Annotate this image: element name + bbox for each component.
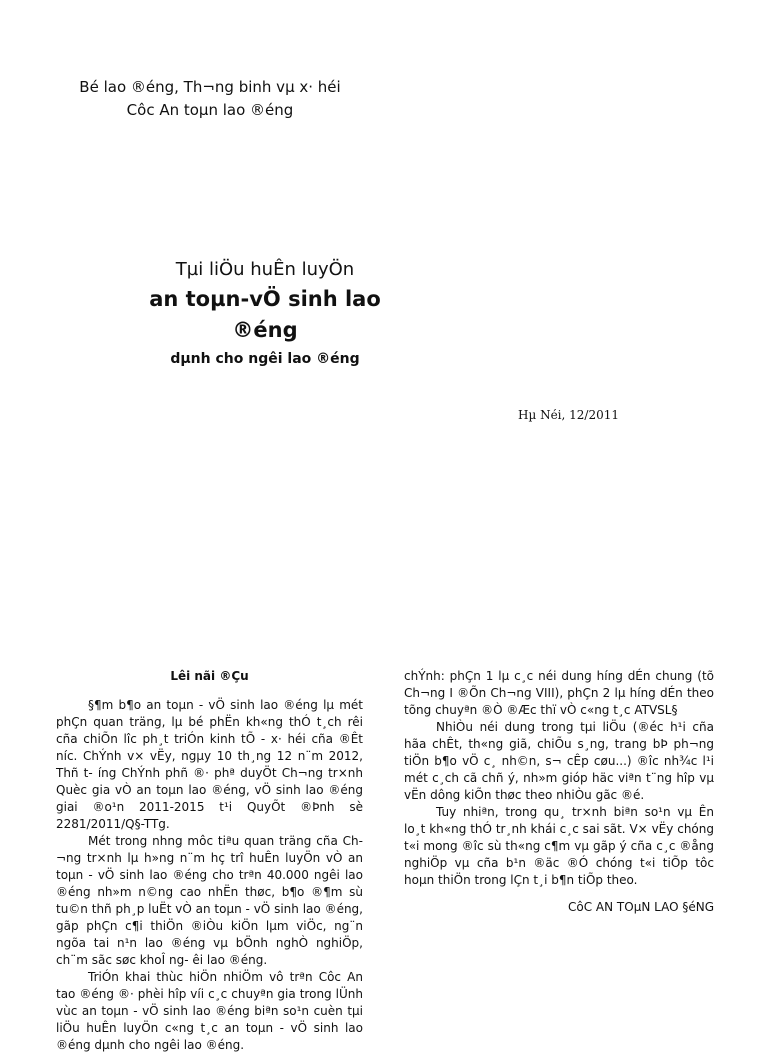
paragraph: Mét trong nhng môc tiªu quan träng cña Ch- ¬ng tr×nh lµ h»ng n¨m hç trî huÊn luyÖn vÒ an toµn - vÖ sinh lao ®éng cho trªn 40.000 ngêi lao ®éng nh»m n©ng cao nhËn thøc, b¶o ®¶m sù tu©n thñ ph¸p luËt vÒ an toµn - vÖ sinh lao ®éng, gãp phÇn c¶i thiÖn ®iÒu kiÖn lµm viÖc, ng¨n ngõa tai n¹n lao ®éng vµ bÖnh nghÒ nghiÖp, ch¨m sãc søc khoÎ ng- êi lao ®éng. [56, 834, 363, 967]
title-subtitle: dµnh cho ngêi lao ®éng [170, 351, 360, 367]
paragraph: Tuy nhiªn, trong qu¸ tr×nh biªn so¹n vµ Ên lo¸t kh«ng thÓ tr¸nh khái c¸c sai sãt. V× vËy chóng t«i mong ®îc sù th«ng c¶m vµ gãp ý cña c¸c ®ång nghiÖp vµ cña b¹n ®äc ®Ó chóng t«i tiÕp tôc hoµn thiÖn trong lÇn t¸i b¶n tiÕp theo. [404, 805, 714, 887]
title-main-line-a: an toµn-vÖ sinh lao [149, 287, 381, 311]
paragraph: chÝnh: phÇn 1 lµ c¸c néi dung híng dÉn chung (tõ Ch¬ng I ®Õn Ch¬ng VIII), phÇn 2 lµ híng dÉn theo tõng chuyªn ®Ò ®Æc thï vÒ c«ng t¸c ATVSL§ [404, 669, 714, 717]
title-block [60, 258, 470, 370]
paragraph: §¶m b¶o an toµn - vÖ sinh lao ®éng lµ mét phÇn quan träng, lµ bé phËn kh«ng thÓ t¸ch rêi cña chiÕn lîc ph¸t triÓn kinh tÕ - x· héi cña ®Êt níc. ChÝnh v× vËy, ngµy 10 th¸ng 12 n¨m 2012, Thñ t- íng ChÝnh phñ ®· phª duyÖt Ch¬ng tr×nh Quèc gia vÒ an toµn lao ®éng, vÖ sinh lao ®éng giai ®o¹n 2011-2015 t¹i QuyÕt ®Þnh sè 2281/2011/Q§-TTg. [56, 698, 363, 831]
publication-date: Hµ Néi, 12/2011 [518, 408, 619, 422]
paragraph: NhiÒu néi dung trong tµi liÖu (®éc h¹i cña hãa chÊt, th«ng giã, chiÕu s¸ng, trang bÞ ph¬ng tiÖn b¶o vÖ c¸ nh©n, s¬ cÊp cøu...) ®îc nh¾c l¹i mét c¸ch cã chñ ý, nh»m gióp häc viªn t¨ng hîp vµ vËn dông kiÕn thøc theo nhiÒu gãc ®é. [404, 720, 714, 802]
department-name: Côc An toµn lao ®éng [126, 101, 294, 119]
title-line-1: Tµi liÖu huÊn luyÖn [175, 259, 355, 280]
ministry-name: Bé lao ®éng, Th¬ng binh vµ x· héi [79, 78, 341, 96]
foreword-heading: Lêi nãi ®Çu [170, 669, 249, 683]
title-main-line-b: ®éng [232, 318, 298, 342]
paragraph: TriÓn khai thùc hiÖn nhiÖm vô trªn Côc An tao ®éng ®· phèi hîp víi c¸c chuyªn gia trong lÜnh vùc an toµn - vÖ sinh lao ®éng biªn so¹n cuèn tµi liÖu huÊn luyÖn c«ng t¸c an toµn - vÖ sinh lao ®éng dµnh cho ngêi lao ®éng. [56, 970, 363, 1052]
foreword-right-column [404, 668, 714, 916]
foreword-left-column [56, 668, 363, 1054]
signature: CôC AN TOµN LAO §éNG [568, 900, 714, 914]
ministry-header [0, 76, 420, 122]
